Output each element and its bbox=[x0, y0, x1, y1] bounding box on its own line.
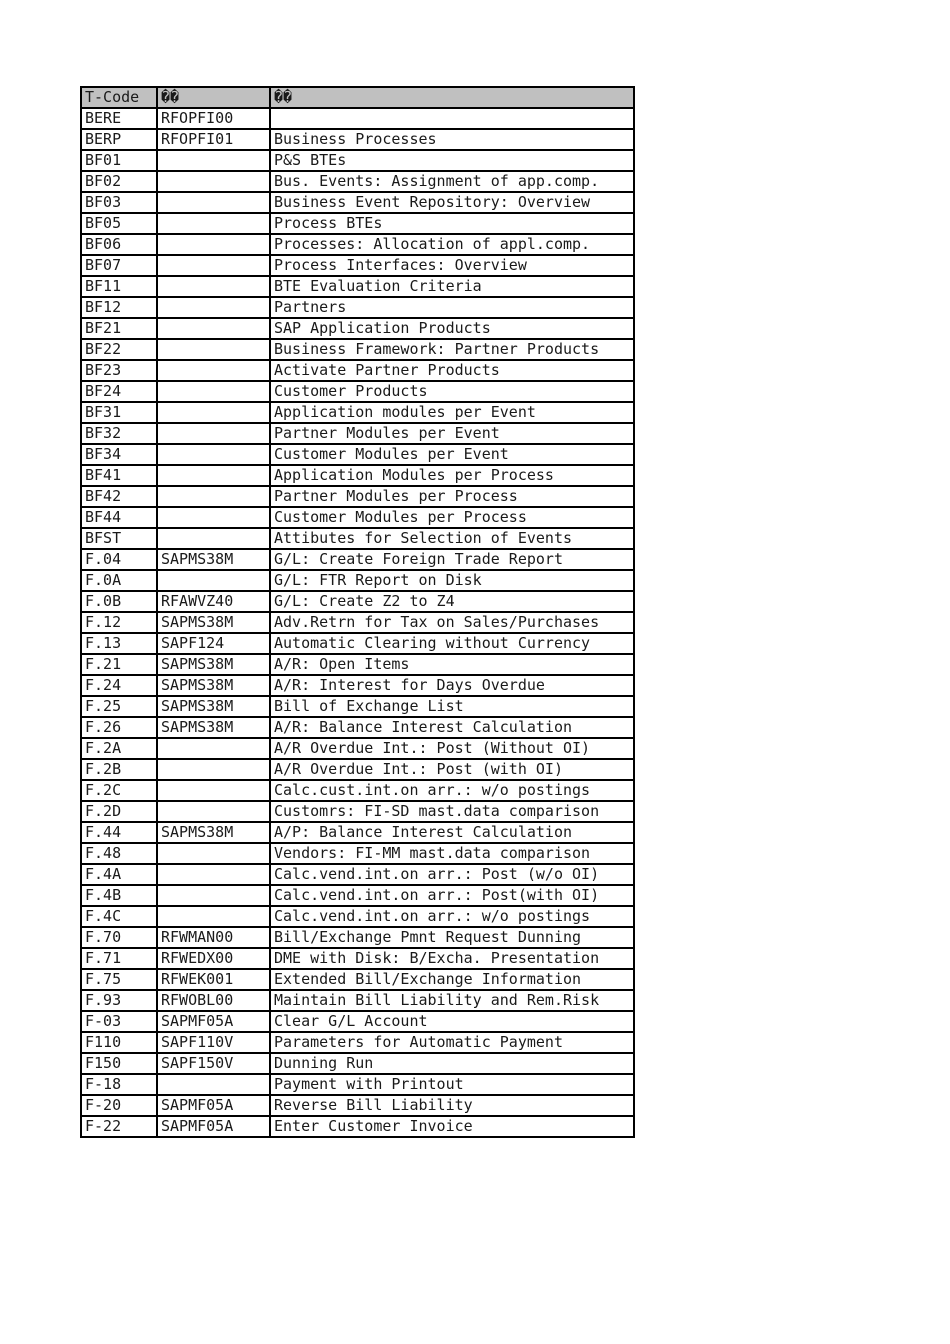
cell-tcode: F.75 bbox=[81, 969, 157, 990]
cell-tcode: F.48 bbox=[81, 843, 157, 864]
cell-description bbox=[270, 108, 634, 129]
cell-description: Maintain Bill Liability and Rem.Risk bbox=[270, 990, 634, 1011]
cell-program: RFWMAN00 bbox=[157, 927, 270, 948]
cell-tcode: BF21 bbox=[81, 318, 157, 339]
cell-description: Partner Modules per Event bbox=[270, 423, 634, 444]
cell-description: Payment with Printout bbox=[270, 1074, 634, 1095]
table-row bbox=[81, 591, 634, 612]
cell-program: SAPMF05A bbox=[157, 1011, 270, 1032]
table-row bbox=[81, 675, 634, 696]
cell-tcode: F.0B bbox=[81, 591, 157, 612]
cell-description: Automatic Clearing without Currency bbox=[270, 633, 634, 654]
cell-description: A/R: Open Items bbox=[270, 654, 634, 675]
cell-tcode: F.93 bbox=[81, 990, 157, 1011]
cell-tcode: BF22 bbox=[81, 339, 157, 360]
cell-tcode: BF42 bbox=[81, 486, 157, 507]
table-row bbox=[81, 402, 634, 423]
cell-tcode: F-18 bbox=[81, 1074, 157, 1095]
cell-program bbox=[157, 213, 270, 234]
cell-program bbox=[157, 171, 270, 192]
cell-description: Activate Partner Products bbox=[270, 360, 634, 381]
table-row bbox=[81, 297, 634, 318]
table-row bbox=[81, 381, 634, 402]
cell-description: DME with Disk: B/Excha. Presentation bbox=[270, 948, 634, 969]
table-header bbox=[81, 87, 634, 108]
cell-program bbox=[157, 486, 270, 507]
cell-program bbox=[157, 570, 270, 591]
cell-program: SAPF124 bbox=[157, 633, 270, 654]
cell-program: SAPMS38M bbox=[157, 717, 270, 738]
cell-description: Bill/Exchange Pmnt Request Dunning bbox=[270, 927, 634, 948]
table-row bbox=[81, 1053, 634, 1074]
cell-program: RFWEK001 bbox=[157, 969, 270, 990]
cell-program bbox=[157, 864, 270, 885]
table-row bbox=[81, 906, 634, 927]
table-row bbox=[81, 717, 634, 738]
cell-program: SAPF150V bbox=[157, 1053, 270, 1074]
cell-program bbox=[157, 906, 270, 927]
table-row bbox=[81, 780, 634, 801]
cell-tcode: F.2D bbox=[81, 801, 157, 822]
cell-description: Clear G/L Account bbox=[270, 1011, 634, 1032]
header-program: �� bbox=[157, 87, 270, 108]
cell-program bbox=[157, 444, 270, 465]
table-row bbox=[81, 444, 634, 465]
table-row bbox=[81, 1095, 634, 1116]
cell-description: G/L: FTR Report on Disk bbox=[270, 570, 634, 591]
cell-program: SAPMS38M bbox=[157, 654, 270, 675]
table-body bbox=[81, 108, 634, 1137]
cell-tcode: BF41 bbox=[81, 465, 157, 486]
table-row bbox=[81, 990, 634, 1011]
table-row bbox=[81, 528, 634, 549]
table-row bbox=[81, 1032, 634, 1053]
cell-description: Application Modules per Process bbox=[270, 465, 634, 486]
cell-description: A/R: Interest for Days Overdue bbox=[270, 675, 634, 696]
cell-program bbox=[157, 759, 270, 780]
cell-description: G/L: Create Foreign Trade Report bbox=[270, 549, 634, 570]
cell-program: SAPMS38M bbox=[157, 675, 270, 696]
cell-program bbox=[157, 402, 270, 423]
cell-description: SAP Application Products bbox=[270, 318, 634, 339]
table-row bbox=[81, 612, 634, 633]
table-row bbox=[81, 465, 634, 486]
cell-tcode: F.71 bbox=[81, 948, 157, 969]
table-row bbox=[81, 654, 634, 675]
table-row bbox=[81, 570, 634, 591]
cell-program bbox=[157, 360, 270, 381]
cell-tcode: F.0A bbox=[81, 570, 157, 591]
cell-description: Adv.Retrn for Tax on Sales/Purchases bbox=[270, 612, 634, 633]
cell-program: SAPMF05A bbox=[157, 1095, 270, 1116]
table-row bbox=[81, 171, 634, 192]
cell-program: RFOPFI01 bbox=[157, 129, 270, 150]
cell-program bbox=[157, 276, 270, 297]
cell-tcode: F.4A bbox=[81, 864, 157, 885]
cell-description: Business Event Repository: Overview bbox=[270, 192, 634, 213]
cell-tcode: BF03 bbox=[81, 192, 157, 213]
cell-tcode: F110 bbox=[81, 1032, 157, 1053]
table-row bbox=[81, 339, 634, 360]
table-row bbox=[81, 969, 634, 990]
cell-tcode: F.26 bbox=[81, 717, 157, 738]
cell-description: Customrs: FI-SD mast.data comparison bbox=[270, 801, 634, 822]
cell-program bbox=[157, 1074, 270, 1095]
cell-description: Enter Customer Invoice bbox=[270, 1116, 634, 1137]
cell-description: A/P: Balance Interest Calculation bbox=[270, 822, 634, 843]
cell-description: Parameters for Automatic Payment bbox=[270, 1032, 634, 1053]
header-description: �� bbox=[270, 87, 634, 108]
cell-description: A/R Overdue Int.: Post (Without OI) bbox=[270, 738, 634, 759]
cell-tcode: F.12 bbox=[81, 612, 157, 633]
cell-description: Extended Bill/Exchange Information bbox=[270, 969, 634, 990]
cell-description: Processes: Allocation of appl.comp. bbox=[270, 234, 634, 255]
cell-tcode: BF02 bbox=[81, 171, 157, 192]
cell-program bbox=[157, 318, 270, 339]
cell-tcode: BERE bbox=[81, 108, 157, 129]
table-row bbox=[81, 129, 634, 150]
cell-description: Vendors: FI-MM mast.data comparison bbox=[270, 843, 634, 864]
cell-tcode: F-03 bbox=[81, 1011, 157, 1032]
cell-description: A/R Overdue Int.: Post (with OI) bbox=[270, 759, 634, 780]
cell-description: A/R: Balance Interest Calculation bbox=[270, 717, 634, 738]
table-row bbox=[81, 801, 634, 822]
cell-program: SAPMS38M bbox=[157, 549, 270, 570]
cell-tcode: F.2A bbox=[81, 738, 157, 759]
table-row bbox=[81, 927, 634, 948]
cell-tcode: BF01 bbox=[81, 150, 157, 171]
header-row bbox=[81, 87, 634, 108]
cell-tcode: BF12 bbox=[81, 297, 157, 318]
cell-tcode: BERP bbox=[81, 129, 157, 150]
header-tcode: T-Code bbox=[81, 87, 157, 108]
table-row bbox=[81, 192, 634, 213]
cell-program bbox=[157, 339, 270, 360]
cell-program bbox=[157, 192, 270, 213]
cell-tcode: F.24 bbox=[81, 675, 157, 696]
table-row bbox=[81, 1011, 634, 1032]
cell-description: Attibutes for Selection of Events bbox=[270, 528, 634, 549]
cell-program: SAPMS38M bbox=[157, 612, 270, 633]
cell-description: Process Interfaces: Overview bbox=[270, 255, 634, 276]
cell-description: Application modules per Event bbox=[270, 402, 634, 423]
cell-program bbox=[157, 528, 270, 549]
cell-tcode: F.04 bbox=[81, 549, 157, 570]
table-row bbox=[81, 1116, 634, 1137]
cell-program: SAPMS38M bbox=[157, 822, 270, 843]
cell-description: P&S BTEs bbox=[270, 150, 634, 171]
table-row bbox=[81, 108, 634, 129]
cell-description: Reverse Bill Liability bbox=[270, 1095, 634, 1116]
cell-program bbox=[157, 780, 270, 801]
cell-tcode: BF05 bbox=[81, 213, 157, 234]
cell-tcode: BF32 bbox=[81, 423, 157, 444]
cell-description: Process BTEs bbox=[270, 213, 634, 234]
tcode-table bbox=[80, 86, 635, 1138]
cell-description: BTE Evaluation Criteria bbox=[270, 276, 634, 297]
table-row bbox=[81, 423, 634, 444]
cell-description: Business Processes bbox=[270, 129, 634, 150]
table-row bbox=[81, 885, 634, 906]
table-row bbox=[81, 1074, 634, 1095]
cell-program bbox=[157, 234, 270, 255]
table-row bbox=[81, 150, 634, 171]
cell-tcode: F.25 bbox=[81, 696, 157, 717]
cell-description: Calc.vend.int.on arr.: Post(with OI) bbox=[270, 885, 634, 906]
cell-description: Calc.cust.int.on arr.: w/o postings bbox=[270, 780, 634, 801]
cell-description: Partners bbox=[270, 297, 634, 318]
cell-tcode: F.2C bbox=[81, 780, 157, 801]
table-row bbox=[81, 234, 634, 255]
cell-tcode: F.21 bbox=[81, 654, 157, 675]
table-row bbox=[81, 486, 634, 507]
cell-tcode: F.2B bbox=[81, 759, 157, 780]
cell-tcode: BF06 bbox=[81, 234, 157, 255]
cell-program: SAPMS38M bbox=[157, 696, 270, 717]
cell-program bbox=[157, 738, 270, 759]
table-row bbox=[81, 213, 634, 234]
table-row bbox=[81, 549, 634, 570]
cell-tcode: F-22 bbox=[81, 1116, 157, 1137]
cell-description: Bill of Exchange List bbox=[270, 696, 634, 717]
cell-program bbox=[157, 465, 270, 486]
cell-tcode: BF34 bbox=[81, 444, 157, 465]
cell-tcode: F-20 bbox=[81, 1095, 157, 1116]
cell-description: Customer Modules per Process bbox=[270, 507, 634, 528]
cell-description: Customer Products bbox=[270, 381, 634, 402]
table-row bbox=[81, 360, 634, 381]
cell-description: Calc.vend.int.on arr.: w/o postings bbox=[270, 906, 634, 927]
cell-program: RFWEDX00 bbox=[157, 948, 270, 969]
table-row bbox=[81, 822, 634, 843]
cell-description: Partner Modules per Process bbox=[270, 486, 634, 507]
cell-tcode: BF23 bbox=[81, 360, 157, 381]
cell-program bbox=[157, 801, 270, 822]
table-row bbox=[81, 696, 634, 717]
cell-tcode: BF24 bbox=[81, 381, 157, 402]
cell-tcode: F.13 bbox=[81, 633, 157, 654]
cell-tcode: F.70 bbox=[81, 927, 157, 948]
cell-description: Business Framework: Partner Products bbox=[270, 339, 634, 360]
cell-program bbox=[157, 843, 270, 864]
cell-tcode: BF31 bbox=[81, 402, 157, 423]
cell-program bbox=[157, 297, 270, 318]
cell-tcode: BF11 bbox=[81, 276, 157, 297]
cell-program: RFAWVZ40 bbox=[157, 591, 270, 612]
cell-program: RFOPFI00 bbox=[157, 108, 270, 129]
cell-tcode: F150 bbox=[81, 1053, 157, 1074]
table-row bbox=[81, 318, 634, 339]
table-row bbox=[81, 633, 634, 654]
table-row bbox=[81, 255, 634, 276]
cell-program: SAPF110V bbox=[157, 1032, 270, 1053]
cell-tcode: F.4C bbox=[81, 906, 157, 927]
cell-tcode: BF07 bbox=[81, 255, 157, 276]
cell-program: SAPMF05A bbox=[157, 1116, 270, 1137]
cell-program: RFWOBL00 bbox=[157, 990, 270, 1011]
cell-description: Calc.vend.int.on arr.: Post (w/o OI) bbox=[270, 864, 634, 885]
table-row bbox=[81, 738, 634, 759]
cell-program bbox=[157, 150, 270, 171]
cell-description: Customer Modules per Event bbox=[270, 444, 634, 465]
cell-tcode: BFST bbox=[81, 528, 157, 549]
cell-program bbox=[157, 381, 270, 402]
cell-tcode: F.4B bbox=[81, 885, 157, 906]
cell-description: G/L: Create Z2 to Z4 bbox=[270, 591, 634, 612]
cell-description: Bus. Events: Assignment of app.comp. bbox=[270, 171, 634, 192]
cell-tcode: F.44 bbox=[81, 822, 157, 843]
cell-description: Dunning Run bbox=[270, 1053, 634, 1074]
cell-program bbox=[157, 255, 270, 276]
table-row bbox=[81, 948, 634, 969]
table-row bbox=[81, 759, 634, 780]
cell-tcode: BF44 bbox=[81, 507, 157, 528]
cell-program bbox=[157, 885, 270, 906]
table-row bbox=[81, 507, 634, 528]
cell-program bbox=[157, 423, 270, 444]
cell-program bbox=[157, 507, 270, 528]
table-row bbox=[81, 843, 634, 864]
table-row bbox=[81, 276, 634, 297]
table-row bbox=[81, 864, 634, 885]
tcode-sheet bbox=[80, 86, 635, 1138]
